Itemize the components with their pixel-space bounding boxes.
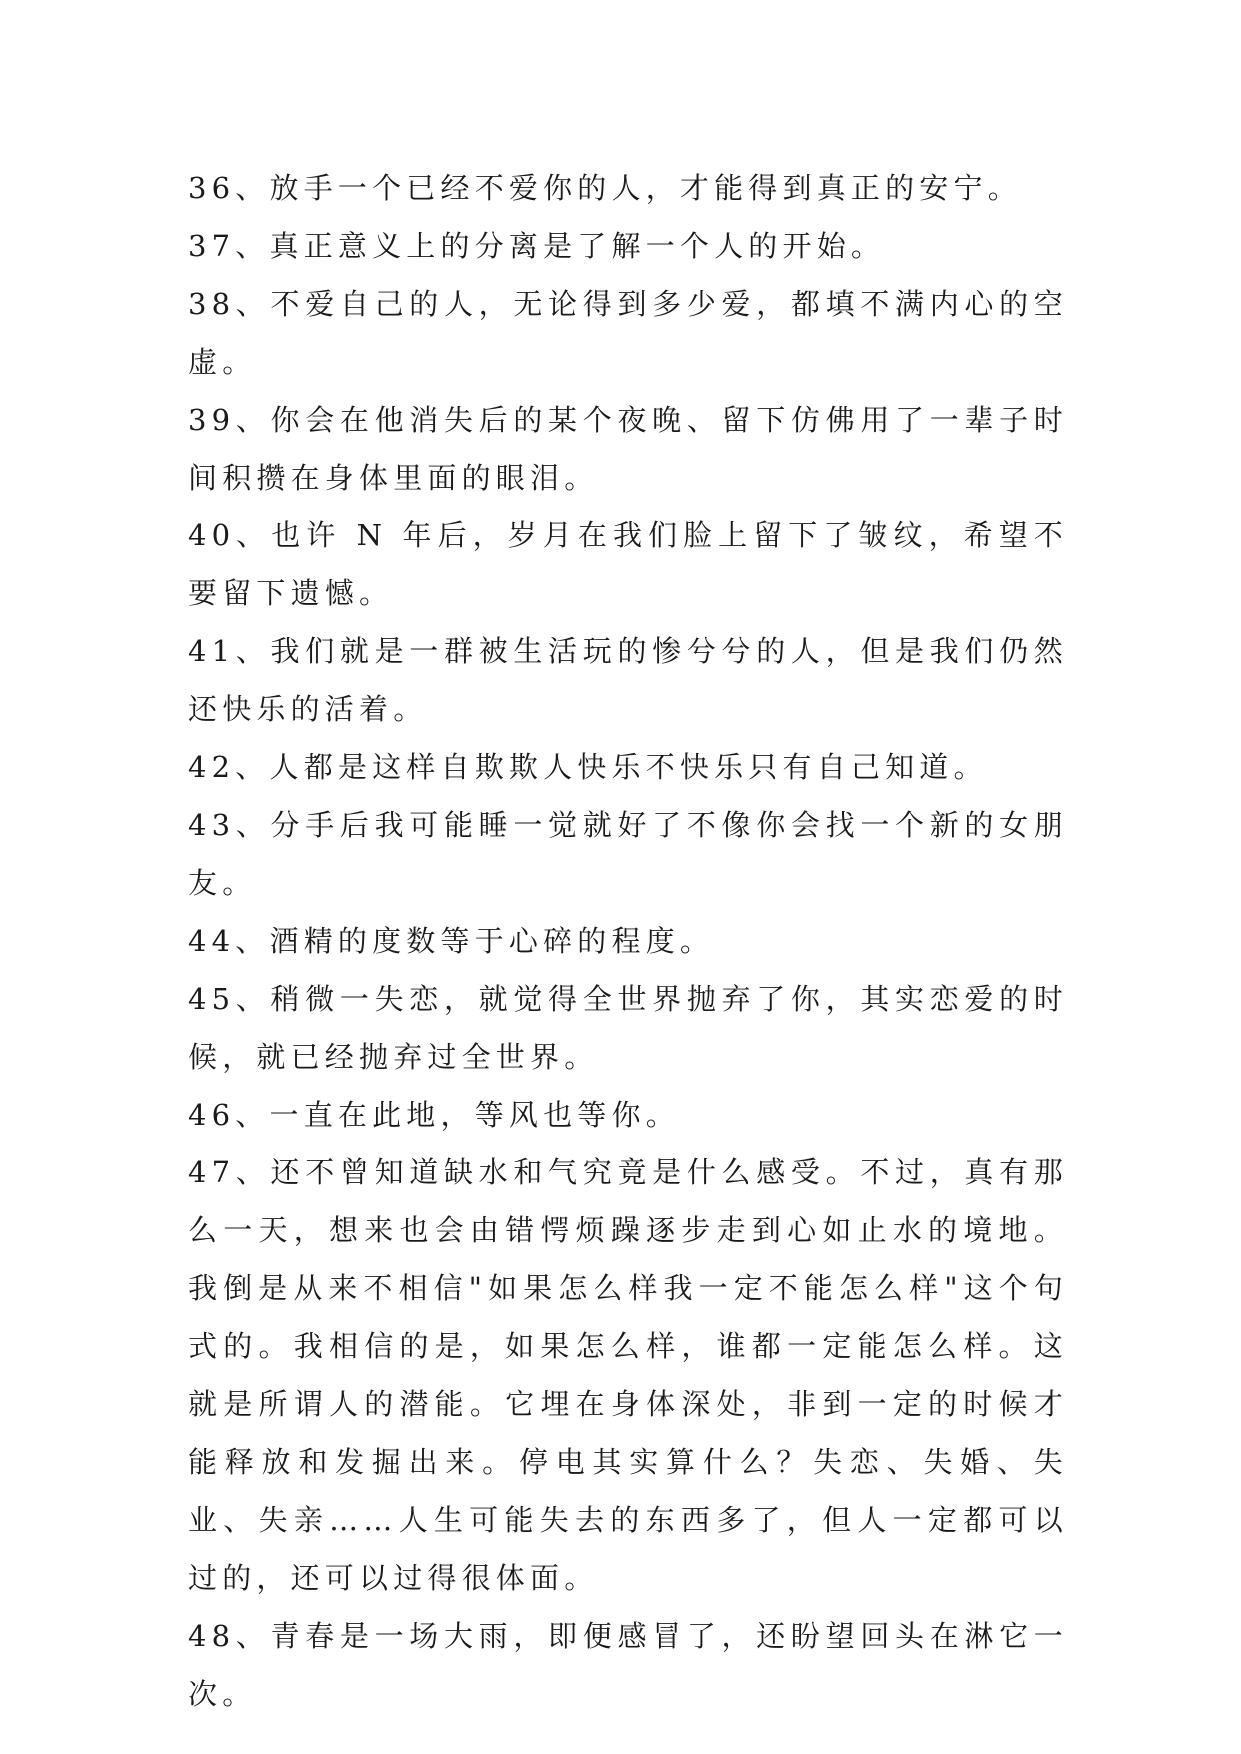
quote-36: 36、放手一个已经不爱你的人，才能得到真正的安宁。 — [188, 171, 1022, 205]
document-page — [188, 160, 1068, 1723]
quote-46: 46、一直在此地，等风也等你。 — [188, 1097, 680, 1132]
quote-40: 40、也许 N 年后，岁月在我们脸上留下了皱纹，希望不要留下遗憾。 — [188, 518, 1068, 611]
quote-38: 38、不爱自己的人，无论得到多少爱，都填不满内心的空虚。 — [188, 286, 1068, 379]
quote-39: 39、你会在他消失后的某个夜晚、留下仿佛用了一辈子时间积攒在身体里面的眼泪。 — [188, 402, 1068, 495]
quote-44: 44、酒精的度数等于心碎的程度。 — [188, 923, 715, 958]
quote-37: 37、真正意义上的分离是了解一个人的开始。 — [188, 228, 886, 263]
quote-42: 42、人都是这样自欺欺人快乐不快乐只有自己知道。 — [188, 750, 988, 785]
quote-43: 43、分手后我可能睡一觉就好了不像你会找一个新的女朋友。 — [188, 807, 1068, 900]
quote-41: 41、我们就是一群被生活玩的惨兮兮的人，但是我们仍然还快乐的活着。 — [188, 634, 1068, 727]
quote-45: 45、稍微一失恋，就觉得全世界抛弃了你，其实恋爱的时候，就已经抛弃过全世界。 — [188, 981, 1068, 1074]
quote-48: 48、青春是一场大雨，即便感冒了，还盼望回头在淋它一次。 — [188, 1618, 1068, 1711]
quote-47: 47、还不曾知道缺水和气究竟是什么感受。不过，真有那么一天，想来也会由错愕烦躁逐步走到心如止水的境地。我倒是从来不相信"如果怎么样我一定不能怎么样"这个句式的。我相信的是，如果怎么样，谁都一定能怎么样。这就是所谓人的潜能。它埋在身体深处，非到一定的时候才能释放和发掘出来。停电其实算什么？失恋、失婚、失业、失亲……人生可能失去的东西多了，但人一定都可以过的，还可以过得很体面。 — [188, 1155, 1068, 1595]
